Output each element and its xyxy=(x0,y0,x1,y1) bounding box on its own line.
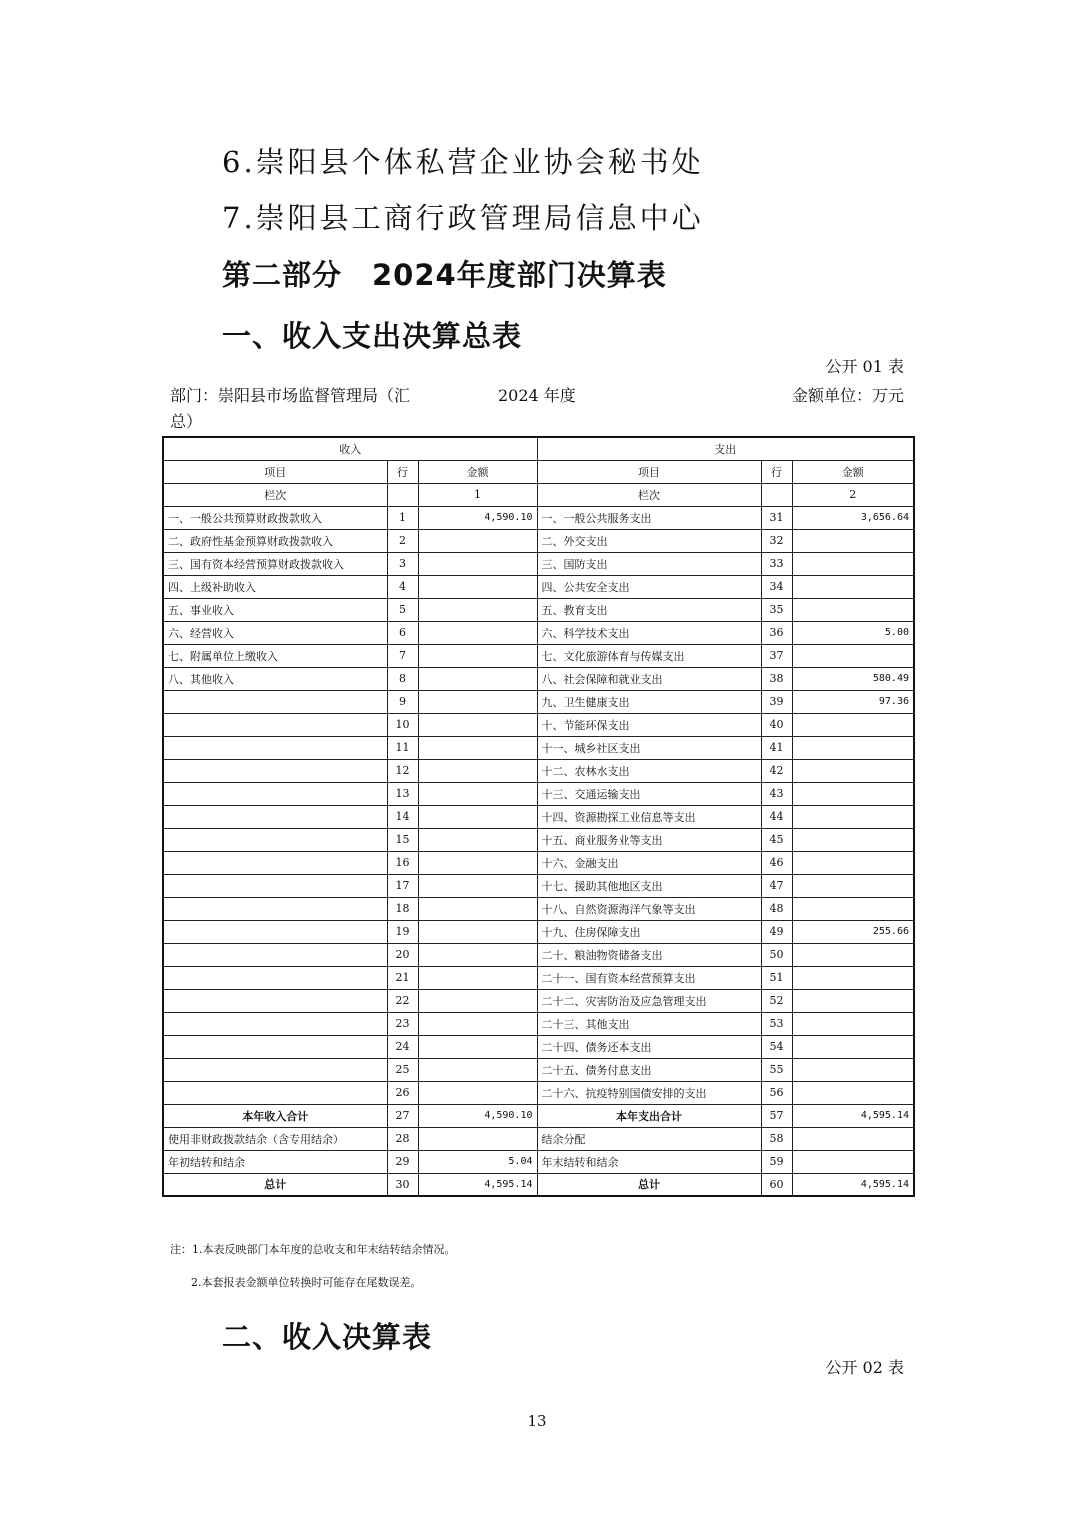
income-amount xyxy=(418,1081,537,1104)
expense-row-no: 43 xyxy=(761,782,792,805)
expense-item: 六、科学技术支出 xyxy=(537,621,761,644)
expense-row-no: 58 xyxy=(761,1127,792,1150)
lanci-ex: 栏次 xyxy=(537,483,761,506)
expense-row-no: 34 xyxy=(761,575,792,598)
income-amount xyxy=(418,575,537,598)
table-row xyxy=(163,667,914,690)
income-item xyxy=(163,920,387,943)
income-row-no: 16 xyxy=(387,851,418,874)
income-row-no: 8 xyxy=(387,667,418,690)
income-amount xyxy=(418,966,537,989)
table-row xyxy=(163,1150,914,1173)
income-amount xyxy=(418,897,537,920)
note-2: 2.本套报表金额单位转换时可能存在尾数误差。 xyxy=(191,1276,422,1289)
table-row xyxy=(163,966,914,989)
income-item xyxy=(163,759,387,782)
income-row-no: 11 xyxy=(387,736,418,759)
col-amount-ex: 金额 xyxy=(792,460,914,483)
income-amount xyxy=(418,644,537,667)
expense-item: 十六、金融支出 xyxy=(537,851,761,874)
table-row xyxy=(163,943,914,966)
table-row xyxy=(163,1081,914,1104)
table-row xyxy=(163,575,914,598)
expense-row-no: 55 xyxy=(761,1058,792,1081)
table-row xyxy=(163,690,914,713)
expense-item: 二十、粮油物资储备支出 xyxy=(537,943,761,966)
income-item xyxy=(163,874,387,897)
income-amount xyxy=(418,690,537,713)
expense-amount: 580.49 xyxy=(792,667,914,690)
income-header: 收入 xyxy=(163,437,537,460)
income-row-no: 2 xyxy=(387,529,418,552)
income-item xyxy=(163,782,387,805)
expense-amount xyxy=(792,989,914,1012)
table2-code: 公开 02 表 xyxy=(825,1358,904,1377)
expense-row-no: 60 xyxy=(761,1173,792,1196)
table-row xyxy=(163,1127,914,1150)
income-item: 年初结转和结余 xyxy=(163,1150,387,1173)
col-row-ex: 行 xyxy=(761,460,792,483)
table-row xyxy=(163,851,914,874)
expense-amount xyxy=(792,782,914,805)
header-row-1 xyxy=(163,437,914,460)
expense-amount xyxy=(792,575,914,598)
expense-item: 十三、交通运输支出 xyxy=(537,782,761,805)
table-row xyxy=(163,920,914,943)
expense-row-no: 45 xyxy=(761,828,792,851)
income-amount xyxy=(418,552,537,575)
income-amount xyxy=(418,943,537,966)
income-item: 本年收入合计 xyxy=(163,1104,387,1127)
expense-item: 本年支出合计 xyxy=(537,1104,761,1127)
expense-row-no: 41 xyxy=(761,736,792,759)
expense-amount xyxy=(792,1012,914,1035)
col-amount-in: 金额 xyxy=(418,460,537,483)
income-amount xyxy=(418,1127,537,1150)
expense-item: 二十三、其他支出 xyxy=(537,1012,761,1035)
income-item xyxy=(163,736,387,759)
expense-row-no: 49 xyxy=(761,920,792,943)
income-amount xyxy=(418,529,537,552)
expense-item: 十八、自然资源海洋气象等支出 xyxy=(537,897,761,920)
income-amount xyxy=(418,621,537,644)
expense-amount: 4,595.14 xyxy=(792,1173,914,1196)
income-item: 四、上级补助收入 xyxy=(163,575,387,598)
expense-amount xyxy=(792,1058,914,1081)
table-row xyxy=(163,897,914,920)
expense-amount xyxy=(792,759,914,782)
table-row xyxy=(163,713,914,736)
expense-amount xyxy=(792,713,914,736)
section2-title: 二、收入决算表 xyxy=(222,1320,433,1354)
expense-item: 二、外交支出 xyxy=(537,529,761,552)
list-item-6: 6.崇阳县个体私营企业协会秘书处 xyxy=(222,145,704,179)
income-row-no: 3 xyxy=(387,552,418,575)
expense-row-no: 50 xyxy=(761,943,792,966)
income-item: 五、事业收入 xyxy=(163,598,387,621)
header-row-2 xyxy=(163,460,914,483)
expense-row-no: 47 xyxy=(761,874,792,897)
income-row-no: 27 xyxy=(387,1104,418,1127)
income-item xyxy=(163,828,387,851)
income-row-no: 14 xyxy=(387,805,418,828)
expense-amount: 4,595.14 xyxy=(792,1104,914,1127)
income-row-no: 17 xyxy=(387,874,418,897)
expense-row-no: 37 xyxy=(761,644,792,667)
expense-row-no: 57 xyxy=(761,1104,792,1127)
income-item xyxy=(163,897,387,920)
expense-item: 二十六、抗疫特别国债安排的支出 xyxy=(537,1081,761,1104)
income-row-no: 12 xyxy=(387,759,418,782)
expense-row-no: 32 xyxy=(761,529,792,552)
col-num-2: 2 xyxy=(792,483,914,506)
table-row xyxy=(163,805,914,828)
table-row xyxy=(163,1035,914,1058)
expense-item: 结余分配 xyxy=(537,1127,761,1150)
part-title: 第二部分 2024年度部门决算表 xyxy=(222,258,667,292)
income-item xyxy=(163,1081,387,1104)
expense-item: 十一、城乡社区支出 xyxy=(537,736,761,759)
table-row xyxy=(163,759,914,782)
header-row-3 xyxy=(163,483,914,506)
expense-row-no: 53 xyxy=(761,1012,792,1035)
income-item xyxy=(163,1058,387,1081)
expense-row-no: 36 xyxy=(761,621,792,644)
col-item-ex: 项目 xyxy=(537,460,761,483)
income-amount xyxy=(418,598,537,621)
income-row-no: 22 xyxy=(387,989,418,1012)
expense-item: 二十一、国有资本经营预算支出 xyxy=(537,966,761,989)
expense-item: 十七、援助其他地区支出 xyxy=(537,874,761,897)
expense-row-no: 52 xyxy=(761,989,792,1012)
income-item xyxy=(163,713,387,736)
table-row xyxy=(163,621,914,644)
department-label: 部门：崇阳县市场监督管理局（汇 xyxy=(170,386,411,405)
expense-amount xyxy=(792,552,914,575)
expense-amount xyxy=(792,828,914,851)
table-row xyxy=(163,828,914,851)
income-amount xyxy=(418,989,537,1012)
income-amount xyxy=(418,667,537,690)
income-amount xyxy=(418,920,537,943)
table-row xyxy=(163,506,914,529)
table-row xyxy=(163,1012,914,1035)
expense-item: 十五、商业服务业等支出 xyxy=(537,828,761,851)
unit-label: 金额单位：万元 xyxy=(791,386,904,405)
income-row-no: 30 xyxy=(387,1173,418,1196)
table-row xyxy=(163,989,914,1012)
expense-row-no: 40 xyxy=(761,713,792,736)
income-row-no: 13 xyxy=(387,782,418,805)
income-amount: 4,590.10 xyxy=(418,1104,537,1127)
income-row-no: 5 xyxy=(387,598,418,621)
income-row-no: 29 xyxy=(387,1150,418,1173)
income-row-no: 19 xyxy=(387,920,418,943)
income-item xyxy=(163,989,387,1012)
empty-cell xyxy=(387,483,418,506)
table-row xyxy=(163,1104,914,1127)
expense-row-no: 42 xyxy=(761,759,792,782)
income-item: 三、国有资本经营预算财政拨款收入 xyxy=(163,552,387,575)
income-row-no: 10 xyxy=(387,713,418,736)
expense-amount: 255.66 xyxy=(792,920,914,943)
expense-row-no: 48 xyxy=(761,897,792,920)
expense-row-no: 38 xyxy=(761,667,792,690)
expense-amount xyxy=(792,966,914,989)
income-item xyxy=(163,966,387,989)
income-item xyxy=(163,690,387,713)
expense-row-no: 33 xyxy=(761,552,792,575)
expense-item: 二十二、灾害防治及应急管理支出 xyxy=(537,989,761,1012)
expense-amount xyxy=(792,529,914,552)
income-row-no: 1 xyxy=(387,506,418,529)
income-row-no: 9 xyxy=(387,690,418,713)
expense-item: 十、节能环保支出 xyxy=(537,713,761,736)
list-item-7: 7.崇阳县工商行政管理局信息中心 xyxy=(222,201,704,235)
income-amount xyxy=(418,782,537,805)
income-row-no: 4 xyxy=(387,575,418,598)
expense-item: 五、教育支出 xyxy=(537,598,761,621)
expense-amount xyxy=(792,805,914,828)
year-label: 2024 年度 xyxy=(498,386,576,405)
income-row-no: 21 xyxy=(387,966,418,989)
income-amount xyxy=(418,805,537,828)
income-amount xyxy=(418,874,537,897)
income-amount: 4,590.10 xyxy=(418,506,537,529)
table1-code: 公开 01 表 xyxy=(825,357,904,376)
expense-amount xyxy=(792,851,914,874)
income-row-no: 20 xyxy=(387,943,418,966)
income-amount xyxy=(418,713,537,736)
expense-amount xyxy=(792,644,914,667)
expense-amount xyxy=(792,1150,914,1173)
expense-item: 总计 xyxy=(537,1173,761,1196)
expense-amount xyxy=(792,897,914,920)
expense-amount: 97.36 xyxy=(792,690,914,713)
income-item xyxy=(163,1012,387,1035)
expense-amount: 5.00 xyxy=(792,621,914,644)
page-number: 13 xyxy=(527,1412,547,1430)
income-amount: 5.04 xyxy=(418,1150,537,1173)
table-row xyxy=(163,529,914,552)
expense-item: 九、卫生健康支出 xyxy=(537,690,761,713)
income-row-no: 6 xyxy=(387,621,418,644)
expense-item: 十二、农林水支出 xyxy=(537,759,761,782)
department-label-cont: 总） xyxy=(170,412,203,431)
lanci-in: 栏次 xyxy=(163,483,387,506)
income-item: 六、经营收入 xyxy=(163,621,387,644)
income-item: 七、附属单位上缴收入 xyxy=(163,644,387,667)
expense-item: 十四、资源勘探工业信息等支出 xyxy=(537,805,761,828)
table-row xyxy=(163,644,914,667)
empty-cell xyxy=(761,483,792,506)
table-row xyxy=(163,552,914,575)
income-amount xyxy=(418,1012,537,1035)
income-row-no: 28 xyxy=(387,1127,418,1150)
note-1: 注：1.本表反映部门本年度的总收支和年末结转结余情况。 xyxy=(170,1243,456,1256)
expense-row-no: 39 xyxy=(761,690,792,713)
income-amount xyxy=(418,828,537,851)
income-item xyxy=(163,943,387,966)
income-row-no: 7 xyxy=(387,644,418,667)
income-expense-table xyxy=(162,436,915,1197)
expense-row-no: 46 xyxy=(761,851,792,874)
expense-amount xyxy=(792,736,914,759)
income-item: 八、其他收入 xyxy=(163,667,387,690)
expense-item: 七、文化旅游体育与传媒支出 xyxy=(537,644,761,667)
table-row xyxy=(163,598,914,621)
income-item: 一、一般公共预算财政拨款收入 xyxy=(163,506,387,529)
expense-amount xyxy=(792,943,914,966)
expense-amount xyxy=(792,874,914,897)
income-item xyxy=(163,1035,387,1058)
expense-item: 十九、住房保障支出 xyxy=(537,920,761,943)
expense-amount xyxy=(792,1127,914,1150)
table-row xyxy=(163,874,914,897)
expense-item: 二十四、债务还本支出 xyxy=(537,1035,761,1058)
table-row xyxy=(163,1058,914,1081)
expense-item: 二十五、债务付息支出 xyxy=(537,1058,761,1081)
expense-item: 三、国防支出 xyxy=(537,552,761,575)
expense-item: 年末结转和结余 xyxy=(537,1150,761,1173)
expense-row-no: 44 xyxy=(761,805,792,828)
expense-amount xyxy=(792,598,914,621)
expense-item: 八、社会保障和就业支出 xyxy=(537,667,761,690)
expense-row-no: 35 xyxy=(761,598,792,621)
table-row xyxy=(163,736,914,759)
income-row-no: 18 xyxy=(387,897,418,920)
expense-row-no: 54 xyxy=(761,1035,792,1058)
income-row-no: 24 xyxy=(387,1035,418,1058)
income-item xyxy=(163,851,387,874)
income-row-no: 25 xyxy=(387,1058,418,1081)
income-amount: 4,595.14 xyxy=(418,1173,537,1196)
expense-row-no: 51 xyxy=(761,966,792,989)
table-row xyxy=(163,782,914,805)
expense-row-no: 56 xyxy=(761,1081,792,1104)
income-row-no: 23 xyxy=(387,1012,418,1035)
income-row-no: 26 xyxy=(387,1081,418,1104)
income-amount xyxy=(418,851,537,874)
expense-amount xyxy=(792,1035,914,1058)
expense-row-no: 31 xyxy=(761,506,792,529)
table-row xyxy=(163,1173,914,1196)
expense-item: 四、公共安全支出 xyxy=(537,575,761,598)
income-item: 二、政府性基金预算财政拨款收入 xyxy=(163,529,387,552)
income-amount xyxy=(418,736,537,759)
col-row-in: 行 xyxy=(387,460,418,483)
income-item xyxy=(163,805,387,828)
expense-item: 一、一般公共服务支出 xyxy=(537,506,761,529)
income-amount xyxy=(418,1058,537,1081)
income-amount xyxy=(418,1035,537,1058)
col-num-1: 1 xyxy=(418,483,537,506)
expense-row-no: 59 xyxy=(761,1150,792,1173)
income-row-no: 15 xyxy=(387,828,418,851)
section1-title: 一、收入支出决算总表 xyxy=(222,319,523,353)
income-amount xyxy=(418,759,537,782)
expense-header: 支出 xyxy=(537,437,914,460)
expense-amount: 3,656.64 xyxy=(792,506,914,529)
expense-amount xyxy=(792,1081,914,1104)
income-item: 使用非财政拨款结余（含专用结余） xyxy=(163,1127,387,1150)
income-item: 总计 xyxy=(163,1173,387,1196)
col-item-in: 项目 xyxy=(163,460,387,483)
